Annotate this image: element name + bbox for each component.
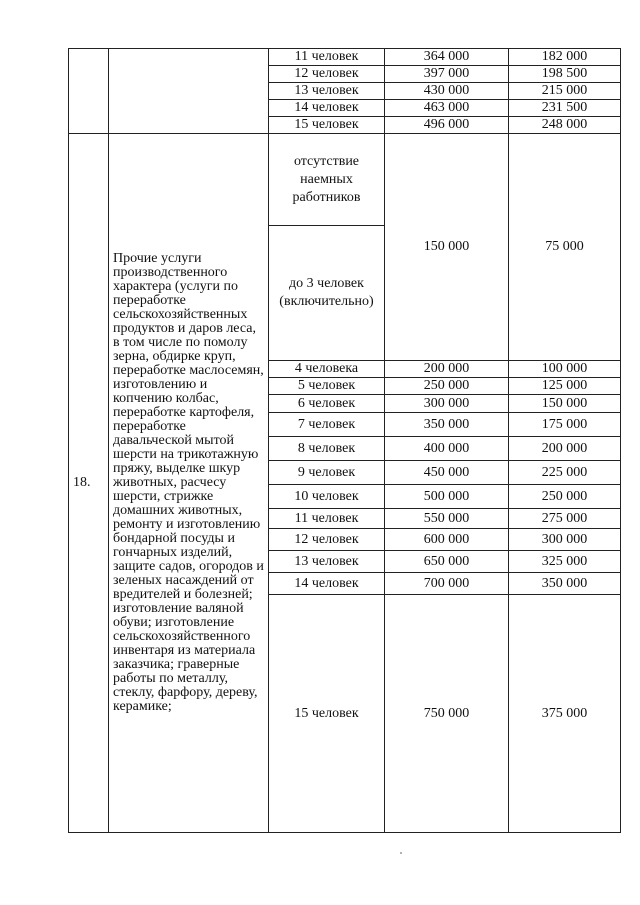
- value-2-cell: 198 500: [509, 66, 621, 83]
- tariff-table: [68, 48, 621, 833]
- staff-count-cell: 12 человек: [269, 66, 385, 83]
- value-1-cell: 200 000: [385, 361, 509, 378]
- value-1-cell: 600 000: [385, 529, 509, 551]
- value-2-cell: 275 000: [509, 509, 621, 529]
- staff-count-cell: 13 человек: [269, 83, 385, 100]
- staff-count-cell: 14 человек: [269, 573, 385, 595]
- staff-count-cell: 10 человек: [269, 485, 385, 509]
- staff-count-cell: до 3 человек (включительно): [269, 226, 385, 361]
- scan-dot: [400, 852, 402, 854]
- value-2-cell: 125 000: [509, 378, 621, 395]
- value-1-cell: 250 000: [385, 378, 509, 395]
- staff-count-cell: 13 человек: [269, 551, 385, 573]
- value-1-cell: 397 000: [385, 66, 509, 83]
- item-number: 18.: [69, 134, 109, 833]
- value-1-cell: 350 000: [385, 413, 509, 437]
- table-row: [69, 134, 621, 226]
- staff-count-cell: отсутствие наемных работников: [269, 134, 385, 226]
- value-1-cell: 650 000: [385, 551, 509, 573]
- value-2-cell: 300 000: [509, 529, 621, 551]
- value-2-cell: 225 000: [509, 461, 621, 485]
- value-2-cell: 200 000: [509, 437, 621, 461]
- value-2-cell: 215 000: [509, 83, 621, 100]
- value-1-cell: 550 000: [385, 509, 509, 529]
- value-2-cell: 75 000: [509, 134, 621, 361]
- value-1-cell: 430 000: [385, 83, 509, 100]
- value-1-cell: 364 000: [385, 49, 509, 66]
- value-1-cell: 150 000: [385, 134, 509, 361]
- description-cell-empty: [109, 49, 269, 134]
- value-1-cell: 700 000: [385, 573, 509, 595]
- value-2-cell: 325 000: [509, 551, 621, 573]
- number-cell-empty: [69, 49, 109, 134]
- staff-count-cell: 7 человек: [269, 413, 385, 437]
- staff-count-cell: 15 человек: [269, 595, 385, 833]
- value-2-cell: 100 000: [509, 361, 621, 378]
- value-1-cell: 463 000: [385, 100, 509, 117]
- staff-count-cell: 15 человек: [269, 117, 385, 134]
- staff-count-cell: 12 человек: [269, 529, 385, 551]
- staff-count-cell: 11 человек: [269, 49, 385, 66]
- value-1-cell: 300 000: [385, 395, 509, 413]
- staff-count-cell: 9 человек: [269, 461, 385, 485]
- value-2-cell: 248 000: [509, 117, 621, 134]
- staff-count-cell: 11 человек: [269, 509, 385, 529]
- value-2-cell: 175 000: [509, 413, 621, 437]
- staff-count-cell: 5 человек: [269, 378, 385, 395]
- staff-count-cell: 6 человек: [269, 395, 385, 413]
- value-1-cell: 750 000: [385, 595, 509, 833]
- staff-count-cell: 4 человека: [269, 361, 385, 378]
- value-1-cell: 500 000: [385, 485, 509, 509]
- value-2-cell: 231 500: [509, 100, 621, 117]
- staff-count-cell: 14 человек: [269, 100, 385, 117]
- value-1-cell: 496 000: [385, 117, 509, 134]
- item-description: Прочие услуги производственного характера (услуги по переработке сельскохозяйственных продуктов и даров леса, в том числе по помолу зерна, обдирке круп, переработке маслосемян, изготовлению и копчению колбас, переработке картофеля, переработке давальческой мытой шерсти на трикотажную пряжу, выделке шкур животных, расчесу шерсти, стрижке домашних животных, ремонту и изготовлению бондарной посуды и гончарных изделий, защите садов, огородов и зеленых насаждений от вредителей и болезней; изготовление валяной обуви; изготовление сельскохозяйственного инвентаря из материала заказчика; граверные работы по металлу, стеклу, фарфору, дереву, керамике;: [109, 134, 269, 833]
- value-1-cell: 400 000: [385, 437, 509, 461]
- value-2-cell: 182 000: [509, 49, 621, 66]
- table-row: [69, 49, 621, 66]
- value-2-cell: 150 000: [509, 395, 621, 413]
- value-1-cell: 450 000: [385, 461, 509, 485]
- value-2-cell: 350 000: [509, 573, 621, 595]
- value-2-cell: 375 000: [509, 595, 621, 833]
- staff-count-cell: 8 человек: [269, 437, 385, 461]
- value-2-cell: 250 000: [509, 485, 621, 509]
